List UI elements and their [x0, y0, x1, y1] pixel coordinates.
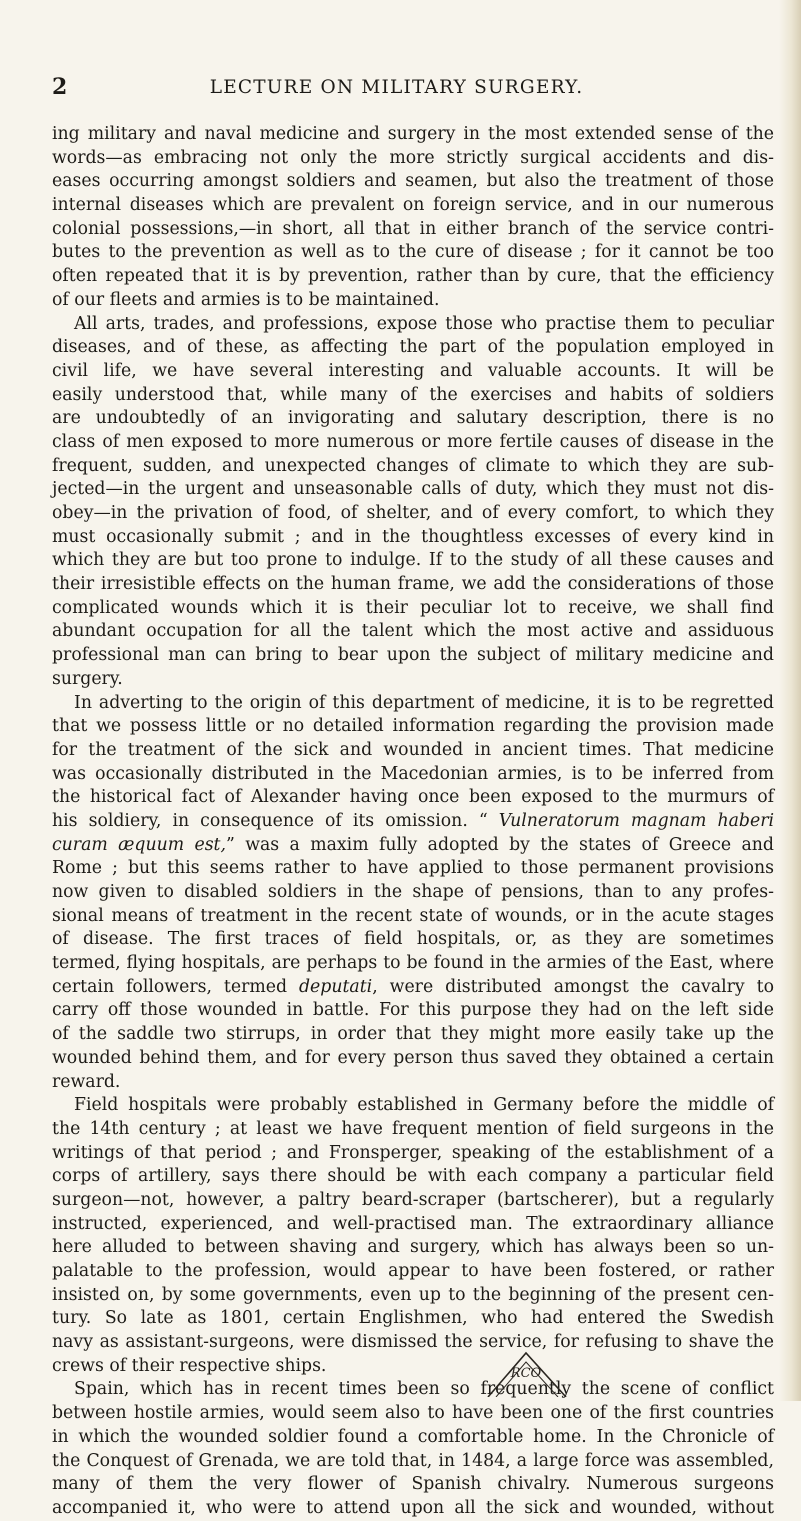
text-line	[52, 170, 774, 194]
text-segment: must occasionally submit ; and in the thoughtless excesses of every kind in	[52, 526, 774, 547]
text-segment: their irresistible effects on the human frame, we add the considerations of those	[52, 574, 774, 595]
text-segment: abundant occupation for all the talent which the most active and assiduous	[52, 621, 774, 642]
text-segment: corps of artillery, says there should be with each company a particular field	[52, 1166, 774, 1187]
text-segment: that we possess little or no detailed information regarding the provision made	[52, 716, 774, 737]
text-line	[52, 763, 774, 787]
text-segment: carry off those wounded in battle. For this purpose they had on the left side	[52, 1000, 774, 1021]
text-line	[52, 502, 774, 526]
italic-text: deputati	[299, 976, 373, 997]
text-segment: obey—in the privation of food, of shelter, and of every comfort, to which they	[52, 503, 774, 523]
text-segment: All arts, trades, and professions, expose those who practise them to peculiar	[74, 313, 774, 334]
text-line	[52, 928, 774, 952]
text-line	[52, 1402, 774, 1426]
text-line	[52, 1497, 774, 1521]
text-segment: was occasionally distributed in the Macedonian armies, is to be inferred from	[52, 763, 774, 784]
text-segment: crews of their respective ships.	[52, 1355, 327, 1376]
text-segment: are undoubtedly of an invigorating and salutary description, there is no	[52, 408, 774, 429]
text-line	[52, 241, 774, 265]
text-segment: reward.	[52, 1071, 121, 1092]
text-line	[52, 786, 774, 810]
text-line	[52, 1236, 774, 1260]
text-segment: jected—in the urgent and unseasonable calls of duty, which they must not dis-	[52, 479, 774, 500]
text-line	[52, 644, 774, 668]
text-segment: his soldiery, in consequence of its omission. “	[52, 810, 499, 831]
text-segment: often repeated that it is by prevention, rather than by cure, that the efficiency	[52, 266, 774, 287]
text-line	[52, 739, 774, 763]
stamp-letters: RCO	[510, 1366, 542, 1381]
text-line	[52, 147, 774, 171]
text-line	[52, 1450, 774, 1474]
text-line	[52, 999, 774, 1023]
text-segment: navy as assistant-surgeons, were dismissed the service, for refusing to shave the	[52, 1332, 774, 1353]
text-segment: now given to disabled soldiers in the shape of pensions, than to any profes-	[52, 882, 774, 902]
text-segment: Spain, which has in recent times been so frequently the scene of conflict	[74, 1379, 774, 1400]
text-segment: Rome ; but this seems rather to have applied to those permanent provisions	[52, 858, 774, 879]
text-line	[52, 194, 774, 218]
text-segment: In adverting to the origin of this department of medicine, it is to be regretted	[74, 692, 774, 713]
text-line	[52, 881, 774, 905]
text-line	[52, 692, 774, 716]
text-line	[52, 834, 774, 858]
page-number: 2	[52, 74, 68, 100]
text-line	[52, 313, 774, 337]
text-segment: certain followers, termed	[52, 976, 299, 997]
text-line	[52, 715, 774, 739]
text-segment: in which the wounded soldier found a comfortable home. In the Chronicle of	[52, 1426, 774, 1447]
text-line	[52, 384, 774, 408]
body-text	[52, 123, 774, 1521]
running-head: LECTURE ON MILITARY SURGERY.	[209, 77, 584, 98]
text-segment: butes to the prevention as well as to the cure of disease ; for it cannot be too	[52, 242, 774, 263]
page-edge-shadow	[779, 0, 801, 1401]
text-segment: class of men exposed to more numerous or more fertile causes of disease in the	[52, 431, 774, 452]
text-segment: writings of that period ; and Fronsperger, speaking of the establishment of a	[52, 1142, 774, 1163]
text-segment: internal diseases which are prevalent on foreign service, and in our numerous	[52, 195, 774, 216]
text-segment: surgery.	[52, 668, 123, 689]
text-segment: wounded behind them, and for every person thus saved they obtained a certain	[52, 1047, 774, 1068]
text-line	[52, 123, 774, 147]
text-segment: of the saddle two stirrups, in order that they might more easily take up the	[52, 1024, 774, 1045]
text-line	[52, 1378, 774, 1402]
text-segment: sional means of treatment in the recent state of wounds, or in the acute stages	[52, 905, 774, 926]
text-line	[52, 952, 774, 976]
text-segment: surgeon—not, however, a paltry beard-scraper (bartscherer), but a regularly	[52, 1189, 774, 1210]
text-segment: ing military and naval medicine and surgery in the most extended sense of the	[52, 124, 774, 144]
text-segment: easily understood that, while many of the exercises and habits of soldiers	[52, 384, 774, 405]
text-line	[52, 1142, 774, 1166]
text-line	[52, 1118, 774, 1142]
text-segment: professional man can bring to bear upon the subject of military medicine and	[52, 645, 774, 666]
text-line	[52, 1071, 774, 1095]
text-segment: frequent, sudden, and unexpected changes of climate to which they are sub-	[52, 455, 774, 476]
text-segment: the historical fact of Alexander having once been exposed to the murmurs of	[52, 787, 774, 808]
text-segment: accompanied it, who were to attend upon all the sick and wounded, without	[52, 1497, 774, 1518]
text-line	[52, 431, 774, 455]
text-segment: , were distributed amongst the cavalry to	[372, 976, 774, 997]
text-line	[52, 455, 774, 479]
text-line	[52, 976, 774, 1000]
text-line	[52, 1355, 774, 1379]
text-segment: the Conquest of Grenada, we are told that, in 1484, a large force was assembled,	[52, 1450, 774, 1471]
text-line	[52, 1189, 774, 1213]
text-line	[52, 289, 774, 313]
text-line	[52, 1284, 774, 1308]
text-line	[52, 1260, 774, 1284]
text-line	[52, 620, 774, 644]
text-line	[52, 526, 774, 550]
library-stamp	[482, 1347, 572, 1397]
text-line	[52, 1047, 774, 1071]
text-segment: eases occurring amongst soldiers and seamen, but also the treatment of those	[52, 171, 774, 192]
text-segment: complicated wounds which it is their peculiar lot to receive, we shall find	[52, 597, 774, 618]
text-segment: insisted on, by some governments, even up to the beginning of the present cen-	[52, 1284, 774, 1305]
text-line	[52, 1426, 774, 1450]
text-line	[52, 810, 774, 834]
text-segment: Field hospitals were probably established in Germany before the middle of	[74, 1095, 774, 1116]
text-segment: words—as embracing not only the more strictly surgical accidents and dis-	[52, 147, 774, 168]
text-segment: instructed, experienced, and well-practised man. The extraordinary alliance	[52, 1213, 774, 1234]
text-line	[52, 478, 774, 502]
text-line	[52, 857, 774, 881]
text-line	[52, 1094, 774, 1118]
text-line	[52, 360, 774, 384]
text-segment: here alluded to between shaving and surgery, which has always been so un-	[52, 1237, 774, 1258]
text-segment: the 14th century ; at least we have frequent mention of field surgeons in the	[52, 1118, 774, 1139]
text-line	[52, 218, 774, 242]
text-segment: ” was a maxim fully adopted by the states of Greece and	[226, 834, 774, 855]
text-segment: many of them the very flower of Spanish chivalry. Numerous surgeons	[52, 1474, 774, 1495]
italic-text: curam æquum est,	[52, 834, 226, 855]
text-line	[52, 549, 774, 573]
text-line	[52, 1473, 774, 1497]
italic-text: Vulneratorum magnam haberi	[498, 810, 775, 831]
text-segment: of our fleets and armies is to be maintained.	[52, 289, 440, 310]
text-line	[52, 407, 774, 431]
text-line	[52, 1307, 774, 1331]
text-line	[52, 668, 774, 692]
text-line	[52, 265, 774, 289]
library-stamp-mark	[482, 1347, 572, 1397]
text-line	[52, 1023, 774, 1047]
text-line	[52, 597, 774, 621]
text-line	[52, 1165, 774, 1189]
text-segment: colonial possessions,—in short, all that in either branch of the service contri-	[52, 218, 774, 239]
page-header	[52, 74, 741, 104]
text-line	[52, 573, 774, 597]
text-segment: tury. So late as 1801, certain Englishmen, who had entered the Swedish	[52, 1308, 774, 1329]
text-segment: between hostile armies, would seem also to have been one of the first countries	[52, 1403, 774, 1424]
text-segment: diseases, and of these, as affecting the part of the population employed in	[52, 337, 774, 358]
text-line	[52, 1331, 774, 1355]
text-line	[52, 1213, 774, 1237]
text-line	[52, 905, 774, 929]
text-segment: civil life, we have several interesting and valuable accounts. It will be	[52, 360, 774, 381]
text-segment: for the treatment of the sick and wounded in ancient times. That medicine	[52, 739, 774, 760]
text-segment: which they are but too prone to indulge. If to the study of all these causes and	[52, 550, 774, 571]
text-segment: of disease. The first traces of field hospitals, or, as they are sometimes	[52, 929, 774, 950]
text-segment: palatable to the profession, would appear to have been fostered, or rather	[52, 1261, 774, 1281]
text-segment: termed, flying hospitals, are perhaps to be found in the armies of the East, where	[52, 953, 774, 974]
text-line	[52, 336, 774, 360]
